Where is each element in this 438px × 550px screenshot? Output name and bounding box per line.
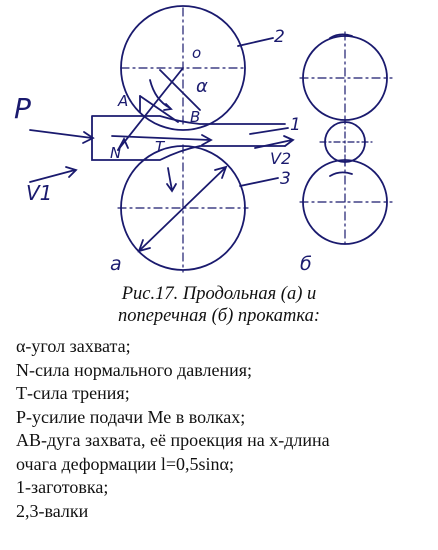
label-b-point: B xyxy=(190,108,201,126)
legend-item: N-сила нормального давления; xyxy=(16,359,253,380)
label-number-3: 3 xyxy=(280,169,291,189)
label-o-center: o xyxy=(192,44,202,62)
label-v1: V1 xyxy=(26,181,53,205)
legend-item: α-угол захвата; xyxy=(16,336,131,356)
label-a-point: A xyxy=(118,92,129,110)
label-v2: V2 xyxy=(270,149,292,168)
leader-2 xyxy=(238,38,273,46)
legend-item: 2,3-валки xyxy=(16,500,89,521)
legend-item: Р-усилие подачи Ме в волках; xyxy=(16,406,246,427)
caption-line-2: поперечная (б) прокатка: xyxy=(117,306,321,326)
legend-item: АВ-дуга захвата, её проекция на х-длина xyxy=(16,430,330,450)
label-sub-b: б xyxy=(300,253,312,275)
label-p: P xyxy=(14,92,31,125)
label-number-2: 2 xyxy=(274,27,285,47)
label-t-force: T xyxy=(155,138,165,156)
legend-list xyxy=(16,335,432,523)
leader-1 xyxy=(250,128,288,134)
force-p-arrow xyxy=(30,130,92,138)
figure-caption xyxy=(0,283,438,327)
leader-3 xyxy=(240,178,278,186)
label-number-1: 1 xyxy=(290,115,301,135)
caption-line-1: Рис.17. Продольная (а) и xyxy=(121,284,317,304)
legend-item: очага деформации l=0,5sinα; xyxy=(16,453,234,474)
legend-item: 1-заготовка; xyxy=(16,477,109,497)
label-n-force: N xyxy=(110,144,122,162)
label-sub-a: a xyxy=(110,253,122,275)
label-alpha: α xyxy=(196,76,208,97)
legend-item: Т-сила трения; xyxy=(16,383,130,403)
